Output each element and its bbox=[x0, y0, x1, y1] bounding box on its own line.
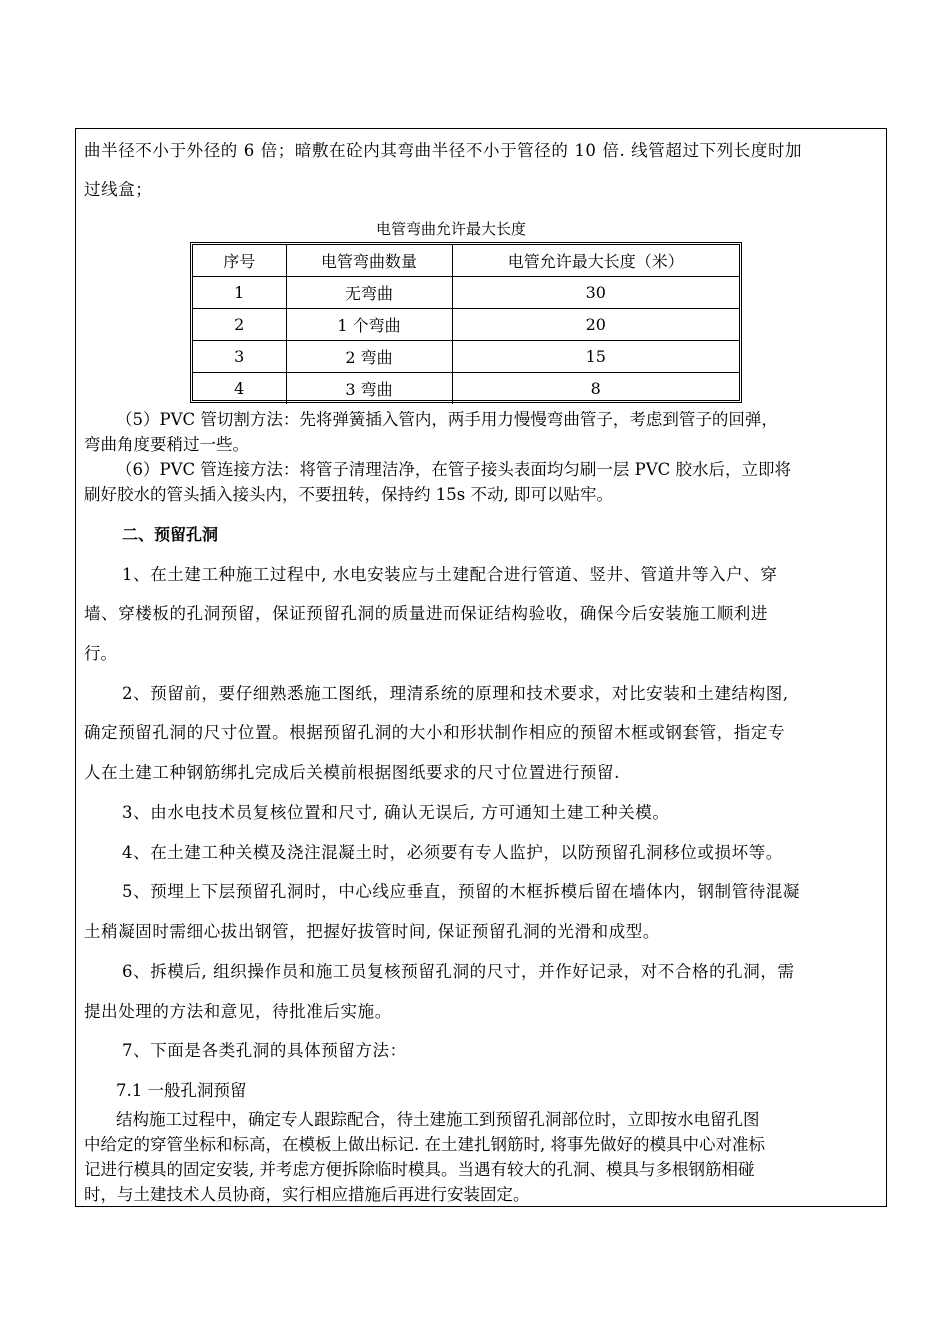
sub-heading: 7.1 一般孔洞预留 bbox=[116, 1081, 247, 1100]
text-line: 3、由水电技术员复核位置和尺寸, 确认无误后, 方可通知土建工种关模。 bbox=[122, 803, 670, 822]
text-line: 弯曲角度要稍过一些。 bbox=[84, 435, 249, 454]
text-line: 行。 bbox=[84, 644, 117, 663]
table-cell: 3 弯曲 bbox=[286, 373, 452, 405]
header-cell: 电管弯曲数量 bbox=[286, 245, 452, 277]
text-line: 7、下面是各类孔洞的具体预留方法： bbox=[122, 1041, 407, 1060]
text-line: 结构施工过程中，确定专人跟踪配合，待土建施工到预留孔洞部位时，立即按水电留孔图 bbox=[116, 1110, 760, 1129]
table-header-row bbox=[193, 245, 739, 277]
text-line: （6）PVC 管连接方法：将管子清理洁净，在管子接头表面均匀刷一层 PVC 胶水后，立即将 bbox=[116, 460, 792, 479]
length-table bbox=[190, 242, 742, 403]
text-line: 过线盒； bbox=[84, 180, 153, 199]
table-cell: 2 bbox=[193, 309, 286, 341]
table-cell: 8 bbox=[452, 373, 739, 405]
table-cell: 3 bbox=[193, 341, 286, 373]
table-row bbox=[193, 309, 739, 341]
text-line: 刷好胶水的管头插入接头内，不要扭转，保持约 15s 不动, 即可以贴牢。 bbox=[84, 485, 613, 504]
text-line: 6、拆模后, 组织操作员和施工员复核预留孔洞的尺寸，并作好记录，对不合格的孔洞，需 bbox=[122, 962, 795, 981]
text-line: 记进行模具的固定安装, 并考虑方便拆除临时模具。当遇有较大的孔洞、模具与多根钢筋相碰 bbox=[84, 1160, 755, 1179]
table-row bbox=[193, 341, 739, 373]
header-cell: 电管允许最大长度（米） bbox=[452, 245, 739, 277]
text-line: 确定预留孔洞的尺寸位置。根据预留孔洞的大小和形状制作相应的预留木框或钢套管，指定专 bbox=[84, 723, 786, 742]
text-line: 1、在土建工种施工过程中, 水电安装应与土建配合进行管道、竖井、管道井等入户、穿 bbox=[122, 565, 778, 584]
table-row bbox=[193, 277, 739, 309]
table-cell: 无弯曲 bbox=[286, 277, 452, 309]
table-cell: 1 个弯曲 bbox=[286, 309, 452, 341]
text-line: （5）PVC 管切割方法：先将弹簧插入管内，两手用力慢慢弯曲管子，考虑到管子的回弹， bbox=[116, 410, 778, 429]
text-line: 2、预留前，要仔细熟悉施工图纸，理清系统的原理和技术要求，对比安装和土建结构图, bbox=[122, 684, 789, 703]
table-cell: 20 bbox=[452, 309, 739, 341]
text-line: 人在土建工种钢筋绑扎完成后关模前根据图纸要求的尺寸位置进行预留. bbox=[84, 763, 620, 782]
text-line: 4、在土建工种关模及浇注混凝土时，必须要有专人监护，以防预留孔洞移位或损坏等。 bbox=[122, 843, 783, 862]
section-heading: 二、预留孔洞 bbox=[122, 525, 219, 544]
header-cell: 序号 bbox=[193, 245, 286, 277]
table-cell: 1 bbox=[193, 277, 286, 309]
text-line: 中给定的穿管坐标和标高，在模板上做出标记. 在土建扎钢筋时, 将事先做好的模具中心对准标 bbox=[84, 1135, 765, 1154]
table-cell: 4 bbox=[193, 373, 286, 405]
text-line: 土稍凝固时需细心拔出钢管，把握好拔管时间, 保证预留孔洞的光滑和成型。 bbox=[84, 922, 660, 941]
table-caption: 电管弯曲允许最大长度 bbox=[376, 220, 527, 238]
text-line: 5、预埋上下层预留孔洞时，中心线应垂直，预留的木框拆模后留在墙体内，钢制管待混凝 bbox=[122, 882, 800, 901]
text-line: 时，与土建技术人员协商，实行相应措施后再进行安装固定。 bbox=[84, 1185, 530, 1204]
text-line: 提出处理的方法和意见，待批准后实施。 bbox=[84, 1002, 392, 1021]
text-line: 墙、穿楼板的孔洞预留，保证预留孔洞的质量进而保证结构验收，确保今后安装施工顺利进 bbox=[84, 604, 768, 623]
table-row bbox=[193, 373, 739, 405]
text-line: 曲半径不小于外径的 6 倍；暗敷在砼内其弯曲半径不小于管径的 10 倍. 线管超过下列长度时加 bbox=[84, 141, 803, 160]
table-cell: 15 bbox=[452, 341, 739, 373]
table-cell: 2 弯曲 bbox=[286, 341, 452, 373]
table-cell: 30 bbox=[452, 277, 739, 309]
